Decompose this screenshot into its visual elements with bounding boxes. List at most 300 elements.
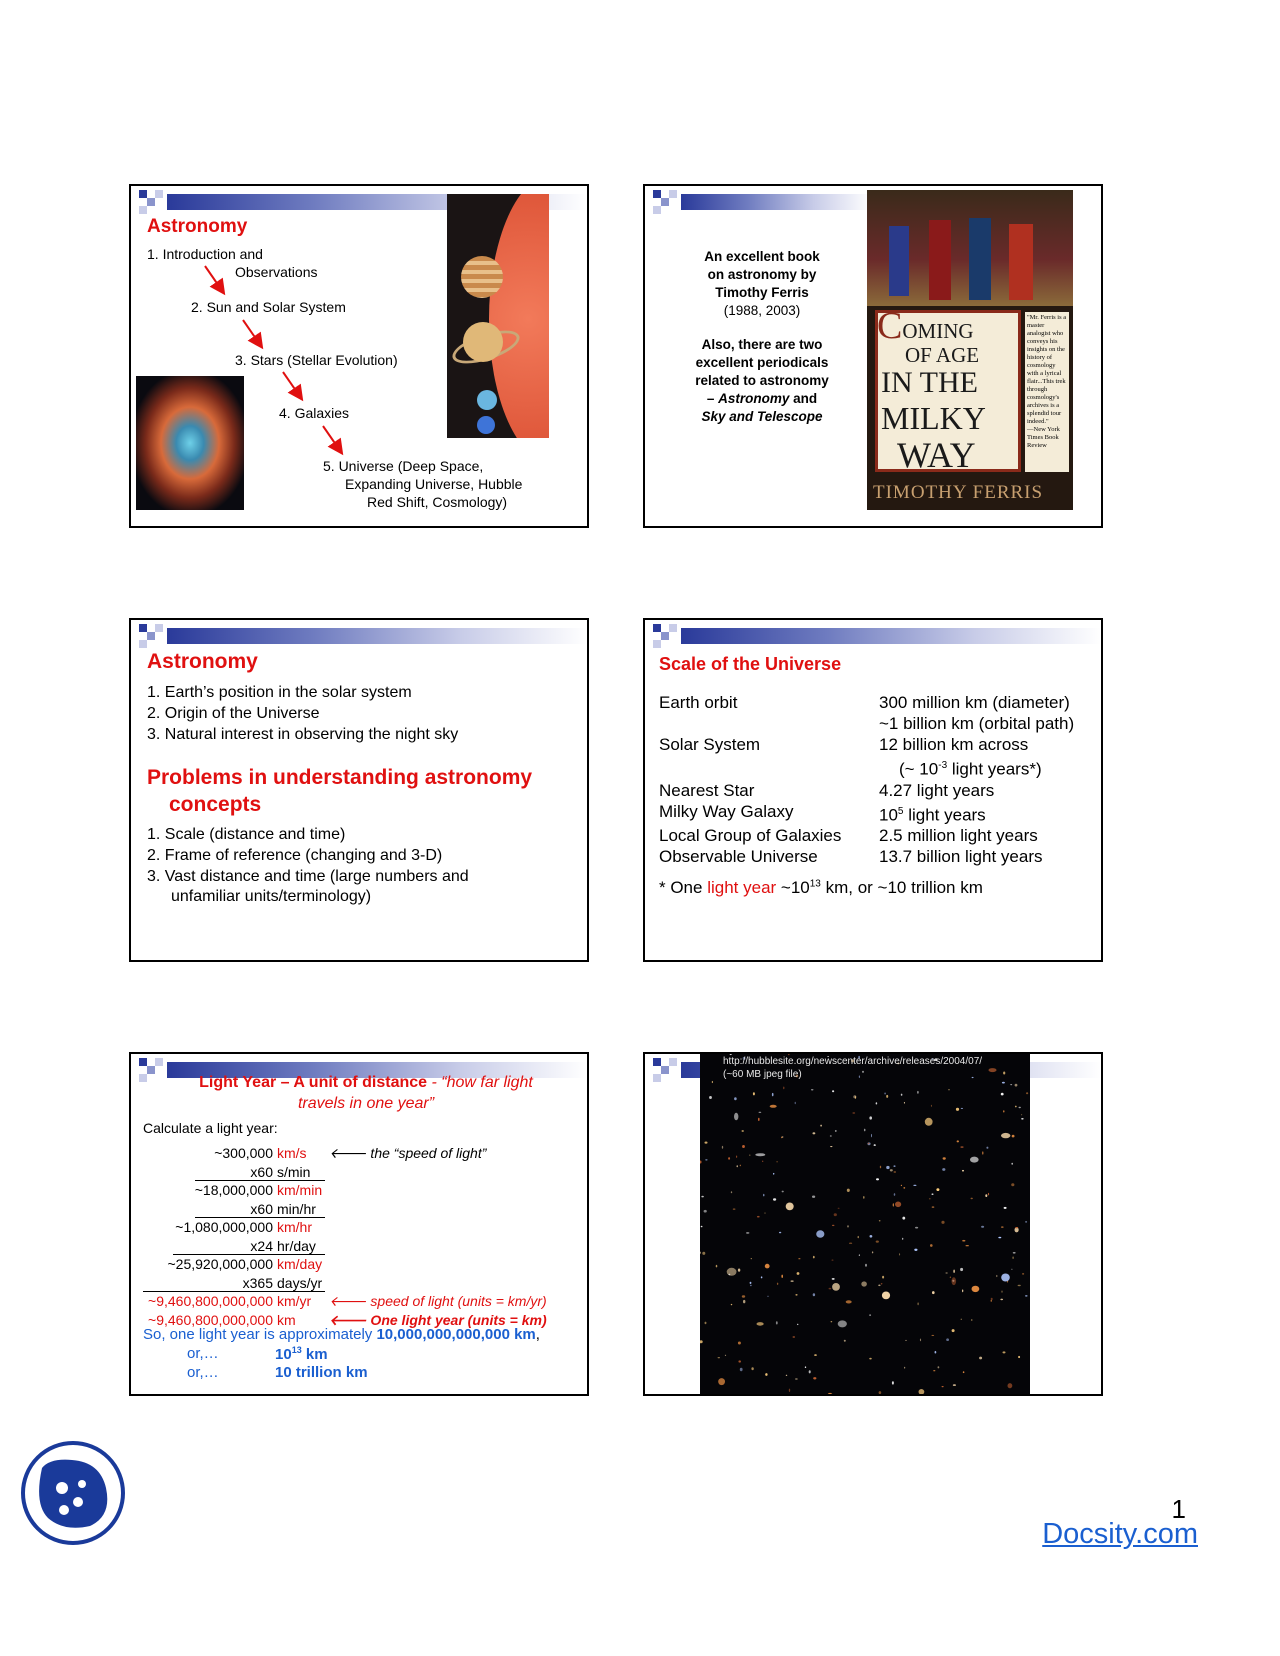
- hubble-ultra-deep-field-image: [700, 1054, 1030, 1396]
- galaxy-mark: [776, 1321, 778, 1324]
- galaxy-mark: [1003, 1351, 1006, 1353]
- galaxy-mark: [749, 1155, 750, 1156]
- calc-note: 🡐 One light year (units = km): [329, 1311, 547, 1328]
- calc-number: ~25,920,000,000: [167, 1256, 273, 1272]
- galaxy-mark: [757, 1216, 760, 1218]
- galaxy-mark: [765, 1264, 770, 1269]
- calc-row: [143, 1218, 583, 1237]
- calc-row: [143, 1255, 583, 1274]
- galaxy-mark: [878, 1285, 880, 1287]
- galaxy-mark: [988, 1193, 989, 1196]
- outline-item: Expanding Universe, Hubble: [345, 476, 523, 492]
- list-item: unfamiliar units/terminology): [171, 888, 372, 905]
- galaxy-mark: [750, 1282, 752, 1284]
- galaxy-mark: [1022, 1273, 1024, 1275]
- calc-row: [143, 1292, 583, 1311]
- galaxy-mark: [701, 1226, 703, 1228]
- galaxy-mark: [725, 1355, 726, 1356]
- galaxy-mark: [852, 1112, 855, 1113]
- galaxy-mark: [931, 1335, 934, 1336]
- galaxy-mark: [805, 1366, 806, 1368]
- calc-row: [143, 1200, 583, 1219]
- outline-item: 1. Introduction and: [147, 246, 263, 262]
- galaxy-mark: [831, 1321, 833, 1322]
- galaxy-mark: [953, 1384, 956, 1386]
- galaxy-mark: [930, 1244, 933, 1247]
- galaxy-mark: [1021, 1114, 1022, 1115]
- table-row: (~ $10^{-3}$ light years*): [899, 759, 1042, 779]
- list-item: 3. Natural interest in observing the night sky: [147, 726, 459, 743]
- calc-number: ~18,000,000: [194, 1182, 273, 1198]
- galaxy-mark: [901, 1094, 903, 1096]
- slide-title: Astronomy: [147, 650, 258, 673]
- galaxy-mark: [750, 1285, 751, 1286]
- galaxy-mark: [872, 1251, 873, 1253]
- galaxy-mark: [1000, 1299, 1003, 1301]
- list-item: 1. Scale (distance and time): [147, 826, 346, 843]
- docsity-link[interactable]: Docsity.com: [1042, 1518, 1198, 1550]
- galaxy-mark: [773, 1198, 776, 1200]
- galaxy-mark: [863, 1196, 865, 1199]
- galaxy-mark: [870, 1235, 873, 1238]
- slide-title: Scale of the Universe: [659, 654, 842, 674]
- galaxy-mark: [704, 1210, 707, 1213]
- galaxy-mark: [876, 1178, 879, 1180]
- galaxy-mark: [869, 1116, 872, 1119]
- galaxy-mark: [814, 1354, 817, 1356]
- calc-number: ~9,460,800,000,000: [148, 1311, 273, 1328]
- galaxy-mark: [718, 1357, 721, 1358]
- galaxy-mark: [905, 1340, 906, 1341]
- galaxy-mark: [813, 1377, 816, 1379]
- galaxy-mark: [1002, 1082, 1005, 1084]
- galaxy-mark: [705, 1159, 707, 1160]
- galaxy-mark: [1001, 1133, 1010, 1138]
- galaxy-mark: [1015, 1106, 1017, 1108]
- galaxy-mark: [786, 1203, 794, 1211]
- galaxy-mark: [991, 1300, 992, 1302]
- galaxy-mark: [971, 1319, 972, 1321]
- galaxy-mark: [904, 1367, 905, 1369]
- galaxy-mark: [742, 1130, 744, 1131]
- galaxy-mark: [1018, 1285, 1021, 1286]
- galaxy-mark: [952, 1277, 957, 1285]
- galaxy-mark: [770, 1105, 777, 1108]
- galaxy-mark: [761, 1276, 763, 1278]
- galaxy-mark: [929, 1198, 931, 1199]
- calc-note: 🡐 speed of light (units = km/yr): [329, 1293, 547, 1309]
- galaxy-mark: [884, 1093, 886, 1095]
- galaxy-mark: [777, 1283, 778, 1285]
- galaxy-mark: [855, 1096, 856, 1099]
- galaxy-mark: [1025, 1295, 1028, 1297]
- galaxy-mark: [733, 1209, 736, 1210]
- galaxy-mark: [960, 1146, 963, 1147]
- calc-number: ~1,080,000,000: [175, 1219, 273, 1235]
- calc-unit: hr/day: [277, 1237, 316, 1254]
- page-number: 1: [1171, 1494, 1186, 1524]
- galaxy-mark: [874, 1144, 876, 1146]
- image-source-url[interactable]: http://hubblesite.org/newscenter/archive/releases/2004/07/: [723, 1056, 983, 1067]
- galaxy-mark: [942, 1386, 944, 1387]
- light-year-alt-1: $10^{13}$ km: [275, 1345, 328, 1363]
- galaxy-mark: [913, 1185, 916, 1186]
- galaxy-mark: [795, 1378, 798, 1379]
- galaxy-mark: [776, 1161, 777, 1162]
- slide-astronomy-outline: [129, 184, 589, 528]
- galaxy-mark: [966, 1245, 969, 1246]
- galaxy-mark: [862, 1071, 864, 1073]
- galaxy-mark: [773, 1173, 774, 1175]
- galaxy-mark: [1010, 1084, 1012, 1085]
- galaxy-mark: [933, 1370, 935, 1371]
- table-row: ~1 billion km (orbital path): [879, 714, 1075, 733]
- galaxy-mark: [962, 1170, 964, 1172]
- galaxy-mark: [793, 1336, 796, 1337]
- galaxy-mark: [763, 1194, 764, 1197]
- galaxy-mark: [932, 1206, 935, 1208]
- image-file-caption: (~60 MB jpeg file): [723, 1069, 802, 1080]
- galaxy-mark: [956, 1108, 959, 1111]
- slide-subtitle: Problems in understanding astronomy: [147, 766, 533, 789]
- galaxy-mark: [751, 1258, 752, 1259]
- slide-header-bar: [645, 620, 1101, 654]
- galaxy-mark: [970, 1157, 979, 1163]
- book-description: An excellent book on astronomy by Timothy Ferris (1988, 2003): [704, 249, 820, 318]
- galaxy-mark: [702, 1252, 705, 1255]
- galaxy-mark: [989, 1068, 997, 1072]
- galaxy-mark: [827, 1393, 832, 1396]
- calc-number: x60: [250, 1163, 273, 1180]
- galaxy-mark: [938, 1366, 940, 1368]
- galaxy-mark: [991, 1298, 993, 1300]
- galaxy-mark: [972, 1077, 974, 1078]
- galaxy-mark: [962, 1240, 965, 1242]
- list-item: 2. Origin of the Universe: [147, 705, 320, 722]
- galaxy-mark: [949, 1089, 950, 1090]
- light-year-footnote: * One light year $\sim 10^{13}$ km, or ~10 trillion km: [659, 878, 983, 897]
- slide-title: Light Year – A unit of distance - “how far light travels in one year”: [199, 1074, 533, 1112]
- galaxy-mark: [895, 1202, 901, 1208]
- galaxy-mark: [920, 1339, 921, 1342]
- galaxy-mark: [996, 1275, 997, 1277]
- galaxy-mark: [832, 1283, 840, 1291]
- galaxy-mark: [753, 1092, 755, 1095]
- or-label: or,…: [187, 1345, 219, 1362]
- slide-hubble-deep-field: [643, 1052, 1103, 1396]
- calc-table: [143, 1144, 583, 1329]
- galaxy-mark: [950, 1277, 951, 1279]
- galaxy-mark: [858, 1236, 859, 1238]
- galaxy-mark: [943, 1157, 946, 1159]
- galaxy-mark: [816, 1230, 824, 1237]
- galaxy-mark: [876, 1102, 878, 1104]
- galaxy-mark: [1013, 1252, 1016, 1253]
- galaxy-mark: [738, 1269, 740, 1272]
- galaxy-mark: [894, 1171, 897, 1172]
- galaxy-mark: [772, 1093, 774, 1096]
- galaxy-mark: [935, 1351, 937, 1354]
- galaxy-mark: [731, 1191, 732, 1193]
- galaxy-mark: [901, 1185, 902, 1186]
- galaxy-mark: [869, 1314, 871, 1316]
- galaxy-mark: [892, 1381, 894, 1384]
- galaxy-mark: [736, 1156, 737, 1158]
- galaxy-mark: [811, 1089, 814, 1090]
- galaxy-mark: [701, 1196, 703, 1198]
- galaxy-mark: [700, 1340, 703, 1343]
- docsity-logo-icon: [20, 1440, 126, 1546]
- galaxy-mark: [1025, 1221, 1027, 1223]
- galaxy-mark: [886, 1166, 889, 1169]
- galaxy-mark: [894, 1193, 896, 1196]
- galaxy-mark: [936, 1188, 939, 1191]
- galaxy-mark: [795, 1294, 797, 1295]
- calc-number: x365: [242, 1274, 273, 1291]
- galaxy-mark: [879, 1220, 881, 1221]
- outline-item: Red Shift, Cosmology): [367, 494, 508, 510]
- galaxy-mark: [942, 1168, 945, 1171]
- galaxy-mark: [1011, 1163, 1013, 1165]
- galaxy-mark: [779, 1232, 781, 1234]
- table-row: Nearest Star 4.27 light years: [659, 780, 995, 800]
- galaxy-mark: [737, 1165, 738, 1167]
- galaxy-mark: [998, 1237, 1001, 1239]
- calc-row: [143, 1144, 583, 1163]
- galaxy-mark: [868, 1143, 870, 1145]
- calc-unit: km/hr: [277, 1219, 312, 1235]
- galaxy-mark: [962, 1289, 963, 1292]
- galaxy-mark: [809, 1370, 811, 1373]
- galaxy-mark: [712, 1081, 713, 1083]
- outline-item: 4. Galaxies: [279, 405, 350, 421]
- galaxy-mark: [932, 1194, 934, 1195]
- galaxy-mark: [1015, 1084, 1018, 1087]
- galaxy-mark: [832, 1278, 835, 1280]
- galaxy-mark: [813, 1256, 815, 1259]
- galaxy-mark: [1012, 1256, 1013, 1259]
- deep-field-galaxies: [700, 1054, 1030, 1396]
- galaxy-mark: [729, 1274, 731, 1275]
- galaxy-mark: [865, 1264, 867, 1267]
- calc-unit: km/min: [277, 1182, 323, 1198]
- calc-number: ~9,460,800,000,000: [148, 1293, 273, 1309]
- calc-note: 🡐 the “speed of light”: [329, 1145, 487, 1161]
- galaxy-mark: [844, 1340, 846, 1342]
- galaxy-mark: [731, 1304, 732, 1305]
- list-item: 2. Frame of reference (changing and 3-D): [147, 847, 443, 864]
- slide-scale-of-universe: [643, 618, 1103, 962]
- galaxy-mark: [782, 1136, 783, 1137]
- galaxy-mark: [903, 1187, 905, 1189]
- calc-unit: km/yr: [277, 1293, 312, 1309]
- slide-title: Astronomy: [147, 216, 248, 237]
- galaxy-mark: [941, 1221, 944, 1224]
- galaxy-mark: [829, 1288, 832, 1290]
- galaxy-mark: [718, 1378, 725, 1385]
- galaxy-mark: [1015, 1227, 1018, 1228]
- galaxy-mark: [869, 1358, 872, 1360]
- galaxy-mark: [812, 1196, 815, 1198]
- or-label: or,…: [187, 1364, 219, 1381]
- galaxy-mark: [859, 1255, 860, 1256]
- table-row: Local Group of Galaxies 2.5 million light years: [659, 826, 1038, 846]
- list-item: 3. Vast distance and time (large numbers and: [147, 868, 469, 885]
- galaxy-mark: [1001, 1274, 1010, 1282]
- outline-item: 3. Stars (Stellar Evolution): [235, 352, 398, 368]
- galaxy-mark: [859, 1075, 860, 1078]
- galaxy-mark: [830, 1146, 832, 1147]
- calc-number: x24: [250, 1237, 273, 1254]
- galaxy-mark: [700, 1252, 701, 1254]
- galaxy-mark: [925, 1118, 933, 1126]
- galaxy-mark: [791, 1281, 794, 1282]
- calc-unit: min/hr: [277, 1200, 316, 1217]
- galaxy-mark: [832, 1260, 834, 1261]
- galaxy-mark: [700, 1161, 702, 1164]
- galaxy-mark: [961, 1108, 963, 1109]
- galaxy-mark: [1002, 1291, 1003, 1293]
- galaxy-mark: [730, 1054, 732, 1055]
- outline-item: 5. Universe (Deep Space,: [323, 458, 484, 474]
- galaxy-mark: [981, 1226, 984, 1228]
- galaxy-mark: [904, 1102, 905, 1104]
- galaxy-mark: [1003, 1110, 1004, 1112]
- galaxy-mark: [742, 1145, 745, 1148]
- calc-unit: s/min: [277, 1163, 311, 1180]
- galaxy-mark: [902, 1238, 903, 1240]
- galaxy-mark: [890, 1169, 893, 1171]
- galaxy-mark: [880, 1166, 881, 1169]
- galaxy-mark: [797, 1272, 800, 1275]
- galaxy-mark: [1011, 1269, 1012, 1270]
- galaxy-mark: [797, 1324, 798, 1325]
- galaxy-mark: [963, 1371, 965, 1373]
- list-item: 1. Earth’s position in the solar system: [147, 684, 412, 701]
- galaxy-mark: [738, 1360, 741, 1362]
- galaxy-mark: [902, 1217, 905, 1220]
- galaxy-mark: [1026, 1092, 1028, 1094]
- galaxy-mark: [740, 1165, 741, 1167]
- calc-row: [143, 1274, 583, 1293]
- galaxy-mark: [915, 1227, 918, 1229]
- galaxy-mark: [734, 1113, 738, 1120]
- galaxy-mark: [782, 1191, 784, 1193]
- galaxy-mark: [849, 1243, 852, 1244]
- galaxy-mark: [847, 1225, 849, 1227]
- galaxy-mark: [740, 1368, 743, 1371]
- galaxy-mark: [1012, 1135, 1015, 1138]
- galaxy-mark: [1003, 1072, 1005, 1075]
- galaxy-mark: [751, 1367, 753, 1370]
- galaxy-mark: [795, 1102, 796, 1104]
- galaxy-mark: [946, 1338, 949, 1341]
- galaxy-mark: [945, 1273, 947, 1274]
- table-row: Earth orbit 300 million km (diameter): [659, 693, 1070, 712]
- galaxy-mark: [813, 1132, 816, 1134]
- galaxy-mark: [1011, 1183, 1014, 1186]
- calc-number: ~300,000: [214, 1145, 273, 1161]
- galaxy-mark: [728, 1157, 730, 1160]
- light-year-summary: So, one light year is approximately 10,000,000,000,000 km,: [143, 1326, 540, 1343]
- galaxy-mark: [755, 1153, 765, 1156]
- slide-book-recommendation: [643, 184, 1103, 528]
- galaxy-mark: [876, 1241, 879, 1243]
- solar-system-image: [447, 194, 549, 438]
- galaxy-mark: [835, 1130, 837, 1131]
- galaxy-mark: [1021, 1118, 1024, 1120]
- calc-number: x60: [250, 1200, 273, 1217]
- galaxy-mark: [931, 1105, 932, 1107]
- table-row: Observable Universe 13.7 billion light years: [659, 847, 1043, 867]
- galaxy-mark: [985, 1194, 987, 1197]
- galaxy-mark: [743, 1300, 745, 1303]
- galaxy-mark: [952, 1329, 955, 1332]
- galaxy-mark: [767, 1296, 769, 1297]
- galaxy-mark: [759, 1112, 762, 1113]
- calc-unit: km: [277, 1311, 296, 1328]
- galaxy-mark: [813, 1293, 815, 1296]
- galaxy-mark: [783, 1087, 784, 1090]
- galaxy-mark: [861, 1281, 867, 1286]
- galaxy-mark: [838, 1320, 847, 1327]
- galaxy-mark: [979, 1357, 982, 1360]
- galaxy-mark: [1008, 1383, 1013, 1388]
- galaxy-mark: [705, 1142, 708, 1144]
- calc-row: [143, 1163, 583, 1182]
- galaxy-mark: [832, 1090, 834, 1092]
- book-cover-image: COMING OF AGE IN THE MILKY WAY "Mr. Ferris is a master analogist who conveys his insights on the history of cosmology with a lyrical flair...This trek through cosmology's archives is a splendid tour indeed." —New York Times Book Review TIMOTHY FERRIS: [867, 190, 1073, 510]
- galaxy-mark: [960, 1268, 963, 1271]
- galaxy-mark: [832, 1225, 835, 1226]
- outline-item: 2. Sun and Solar System: [191, 299, 346, 315]
- table-row: Milky Way Galaxy $10^5$ light years: [659, 801, 986, 825]
- galaxy-mark: [820, 1125, 822, 1127]
- galaxy-mark: [1004, 1207, 1007, 1209]
- galaxy-mark: [742, 1295, 745, 1297]
- galaxy-mark: [834, 1213, 837, 1216]
- galaxy-mark: [932, 1291, 935, 1294]
- galaxy-mark: [881, 1283, 883, 1284]
- scale-table: [659, 692, 1074, 867]
- calc-row: [143, 1181, 583, 1200]
- slide-astronomy-problems: [129, 618, 589, 962]
- galaxy-mark: [1018, 1356, 1020, 1358]
- galaxy-mark: [847, 1189, 850, 1192]
- galaxy-mark: [846, 1300, 852, 1303]
- galaxy-mark: [886, 1095, 888, 1098]
- galaxy-mark: [727, 1268, 737, 1276]
- galaxy-mark: [972, 1286, 980, 1292]
- galaxy-mark: [758, 1118, 760, 1121]
- calc-intro: Calculate a light year:: [143, 1120, 278, 1136]
- galaxy-mark: [893, 1203, 894, 1206]
- crab-nebula-image: [136, 376, 244, 510]
- galaxy-mark: [957, 1140, 959, 1142]
- galaxy-mark: [746, 1232, 749, 1234]
- galaxy-mark: [765, 1373, 767, 1376]
- table-row: Solar System 12 billion km across: [659, 735, 1029, 754]
- galaxy-mark: [722, 1146, 723, 1149]
- slide-subtitle: concepts: [169, 793, 262, 816]
- galaxy-mark: [1019, 1107, 1021, 1108]
- galaxy-mark: [961, 1319, 962, 1320]
- galaxy-mark: [982, 1151, 983, 1154]
- slide-light-year-calculation: [129, 1052, 589, 1396]
- galaxy-mark: [738, 1342, 741, 1345]
- galaxy-mark: [762, 1161, 763, 1162]
- galaxy-mark: [705, 1322, 707, 1325]
